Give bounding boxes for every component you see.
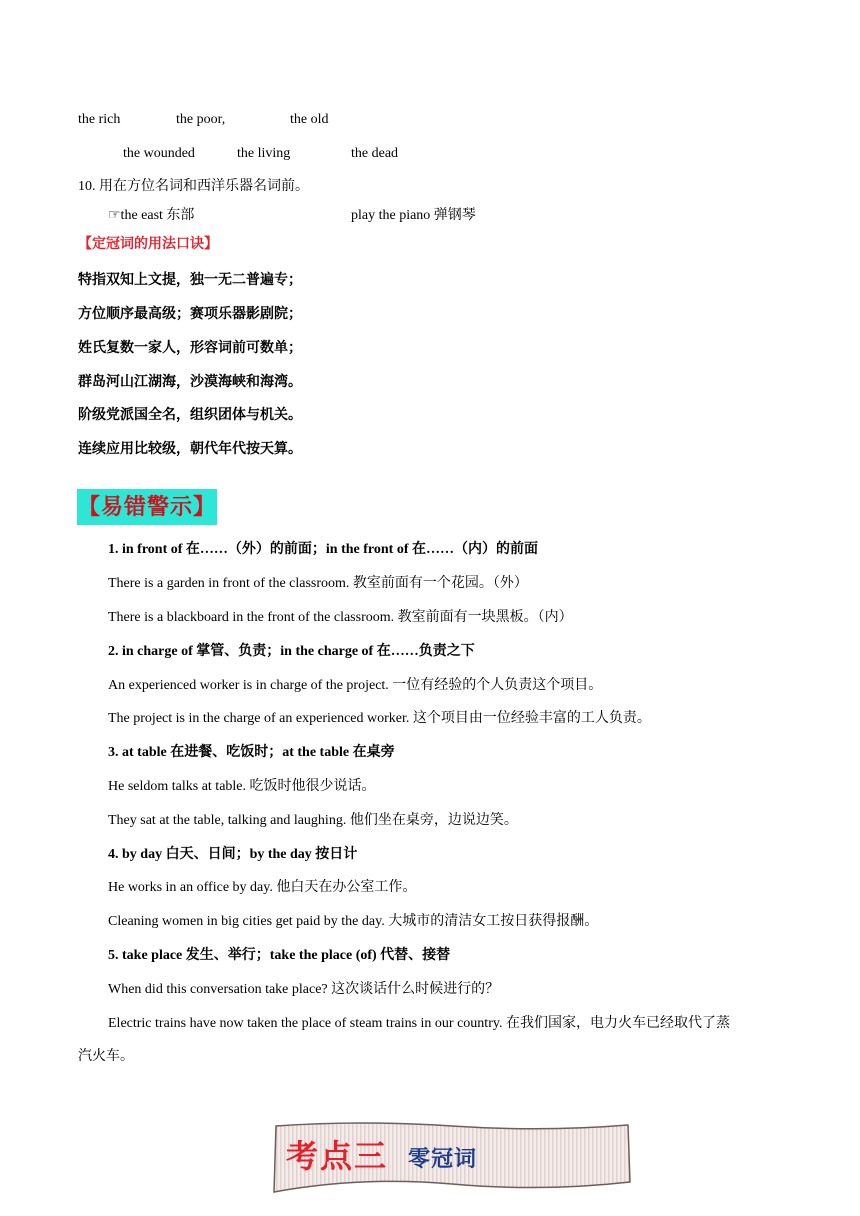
warning-item-example: An experienced worker is in charge of the project. 一位有经验的个人负责这个项目。	[108, 678, 603, 693]
warning-item-heading: 5. take place 发生、举行；take the place (of) 代替、接替	[108, 948, 451, 963]
mnemonic-line: 特指双知上文提，独一无二普遍专；	[78, 272, 302, 288]
warning-item-example-continued: 汽火车。	[78, 1049, 134, 1064]
section-banner	[272, 1122, 632, 1198]
warning-item-heading: 4. by day 白天、日间；by the day 按日计	[108, 847, 358, 862]
banner-title: 考点三	[286, 1137, 389, 1175]
warning-item-example: The project is in the charge of an experienced worker. 这个项目由一位经验丰富的工人负责。	[108, 711, 651, 726]
mnemonic-title: 【定冠词的用法口诀】	[78, 236, 218, 252]
banner-subtitle: 零冠词	[408, 1146, 478, 1172]
noun-example: the dead	[351, 146, 399, 161]
warning-item-example: There is a garden in front of the classroom. 教室前面有一个花园。（外）	[108, 576, 528, 591]
warning-item-example: He works in an office by day. 他白天在办公室工作。	[108, 880, 417, 895]
mnemonic-line: 连续应用比较级，朝代年代按天算。	[78, 441, 302, 457]
noun-example: the living	[237, 146, 291, 161]
warning-item-example: When did this conversation take place? 这次谈话什么时候进行的？	[108, 982, 500, 997]
item10-example-east: ☞the east 东部	[108, 208, 195, 223]
warning-item-heading: 2. in charge of 掌管、负责；in the charge of 在……负责之下	[108, 644, 475, 659]
warning-item-example: Electric trains have now taken the place of steam trains in our country. 在我们国家，电力火车已经取代了蒸	[108, 1016, 730, 1031]
noun-example: the wounded	[123, 146, 195, 161]
noun-example: the poor,	[176, 112, 226, 127]
warning-item-example: They sat at the table, talking and laughing. 他们坐在桌旁，边说边笑。	[108, 813, 518, 828]
warning-item-example: There is a blackboard in the front of the classroom. 教室前面有一块黑板。（内）	[108, 610, 573, 625]
noun-example: the rich	[78, 112, 121, 127]
warning-item-example: Cleaning women in big cities get paid by the day. 大城市的清洁女工按日获得报酬。	[108, 914, 599, 929]
warning-title-box	[77, 489, 217, 525]
warning-item-example: He seldom talks at table. 吃饭时他很少说话。	[108, 779, 376, 794]
mnemonic-line: 姓氏复数一家人，形容词前可数单；	[78, 340, 302, 356]
item10-heading: 10. 用在方位名词和西洋乐器名词前。	[78, 179, 309, 194]
warning-item-heading: 1. in front of 在……（外）的前面；in the front of 在……（内）的前面	[108, 542, 538, 557]
mnemonic-line: 阶级党派国全名，组织团体与机关。	[78, 407, 302, 423]
warning-item-heading: 3. at table 在进餐、吃饭时；at the table 在桌旁	[108, 745, 395, 760]
noun-example: the old	[290, 112, 329, 127]
item10-example-piano: play the piano 弹钢琴	[351, 208, 476, 223]
mnemonic-line: 方位顺序最高级；赛项乐器影剧院；	[78, 306, 302, 322]
mnemonic-line: 群岛河山江湖海，沙漠海峡和海湾。	[78, 374, 302, 390]
warning-title: 【易错警示】	[77, 494, 216, 520]
